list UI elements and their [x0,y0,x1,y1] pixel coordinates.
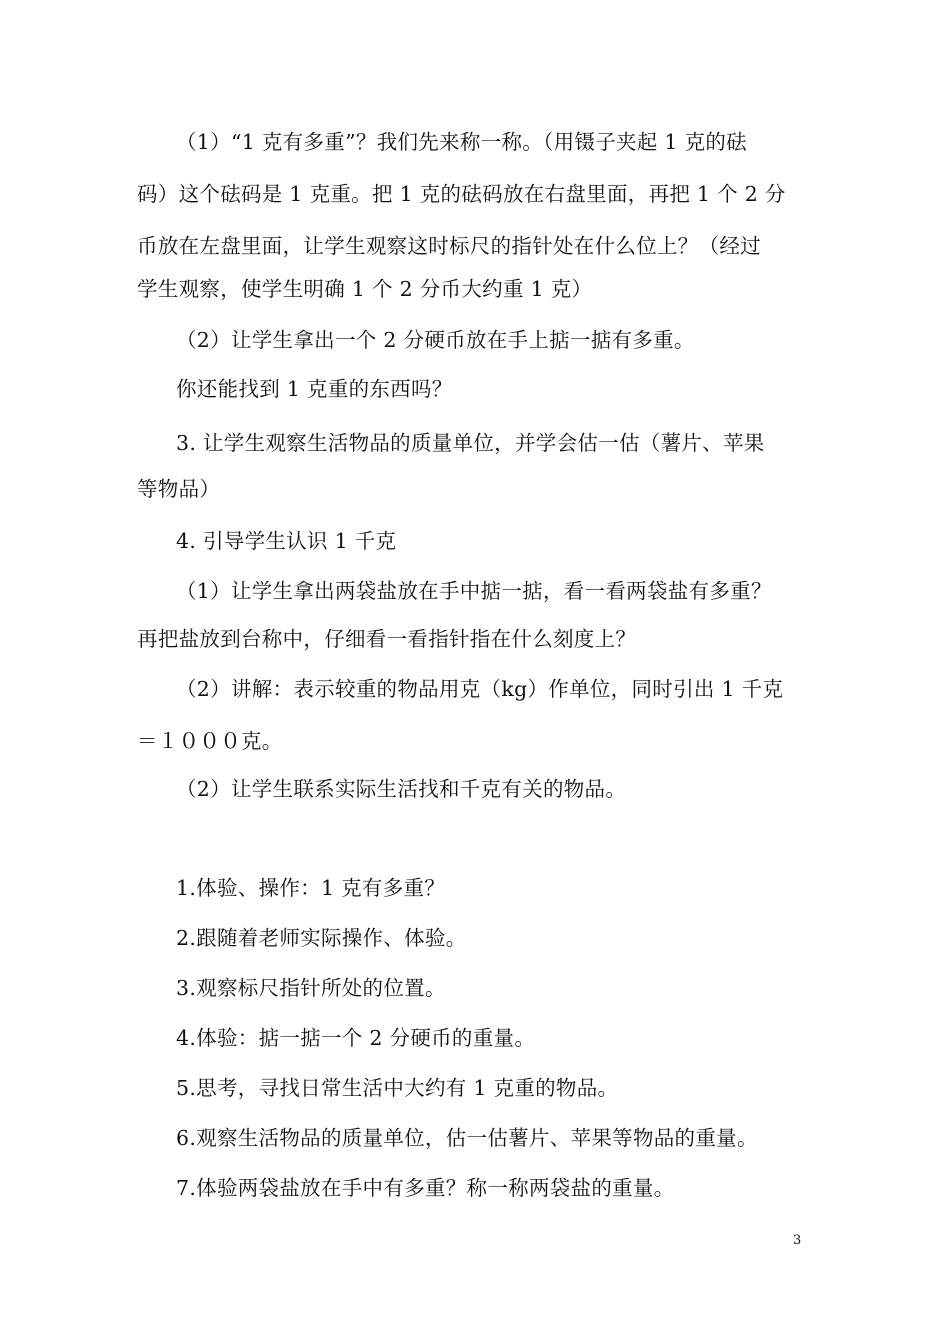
text-line: 等物品） [137,477,221,501]
text-line: 码）这个砝码是 1 克重。把 1 克的砝码放在右盘里面，再把 1 个 2 分 [137,182,786,206]
text-line: ＝１０００克。 [137,729,283,753]
paragraph-hold-coin: （2）让学生拿出一个 2 分硬币放在手上掂一掂有多重。 [176,328,695,352]
list-item: 1.体验、操作：1 克有多重？ [176,876,446,900]
list-item: 2.跟随着老师实际操作、体验。 [176,926,467,950]
list-item: 5.思考，寻找日常生活中大约有 1 克重的物品。 [176,1076,619,1100]
text-line: 币放在左盘里面，让学生观察这时标尺的指针处在什么位上？（经过 [137,234,761,258]
list-item: 6.观察生活物品的质量单位，估一估薯片、苹果等物品的重量。 [176,1126,758,1150]
list-item: 3.观察标尺指针所处的位置。 [176,976,446,1000]
page-number: 3 [793,1233,802,1248]
paragraph-find-one-gram: 你还能找到 1 克重的东西吗？ [176,377,453,401]
text-line: （1）“1 克有多重”？我们先来称一称。（用镊子夹起 1 克的砝 [176,130,747,154]
text-line: 再把盐放到台称中，仔细看一看指针指在什么刻度上？ [137,627,637,651]
text-line: 3. 让学生观察生活物品的质量单位，并学会估一估（薯片、苹果 [176,431,765,455]
text-line: （2）讲解：表示较重的物品用克（kg）作单位，同时引出 1 千克 [176,677,784,701]
paragraph-find-kilogram-items: （2）让学生联系实际生活找和千克有关的物品。 [176,777,627,801]
paragraph-step-4-heading: 4. 引导学生认识 1 千克 [176,529,397,553]
text-line: 学生观察，使学生明确 1 个 2 分币大约重 1 克） [137,277,593,301]
list-item: 4.体验：掂一掂一个 2 分硬币的重量。 [176,1026,536,1050]
text-line: （1）让学生拿出两袋盐放在手中掂一掂，看一看两袋盐有多重？ [176,579,772,603]
list-item: 7.体验两袋盐放在手中有多重？称一称两袋盐的重量。 [176,1176,675,1200]
